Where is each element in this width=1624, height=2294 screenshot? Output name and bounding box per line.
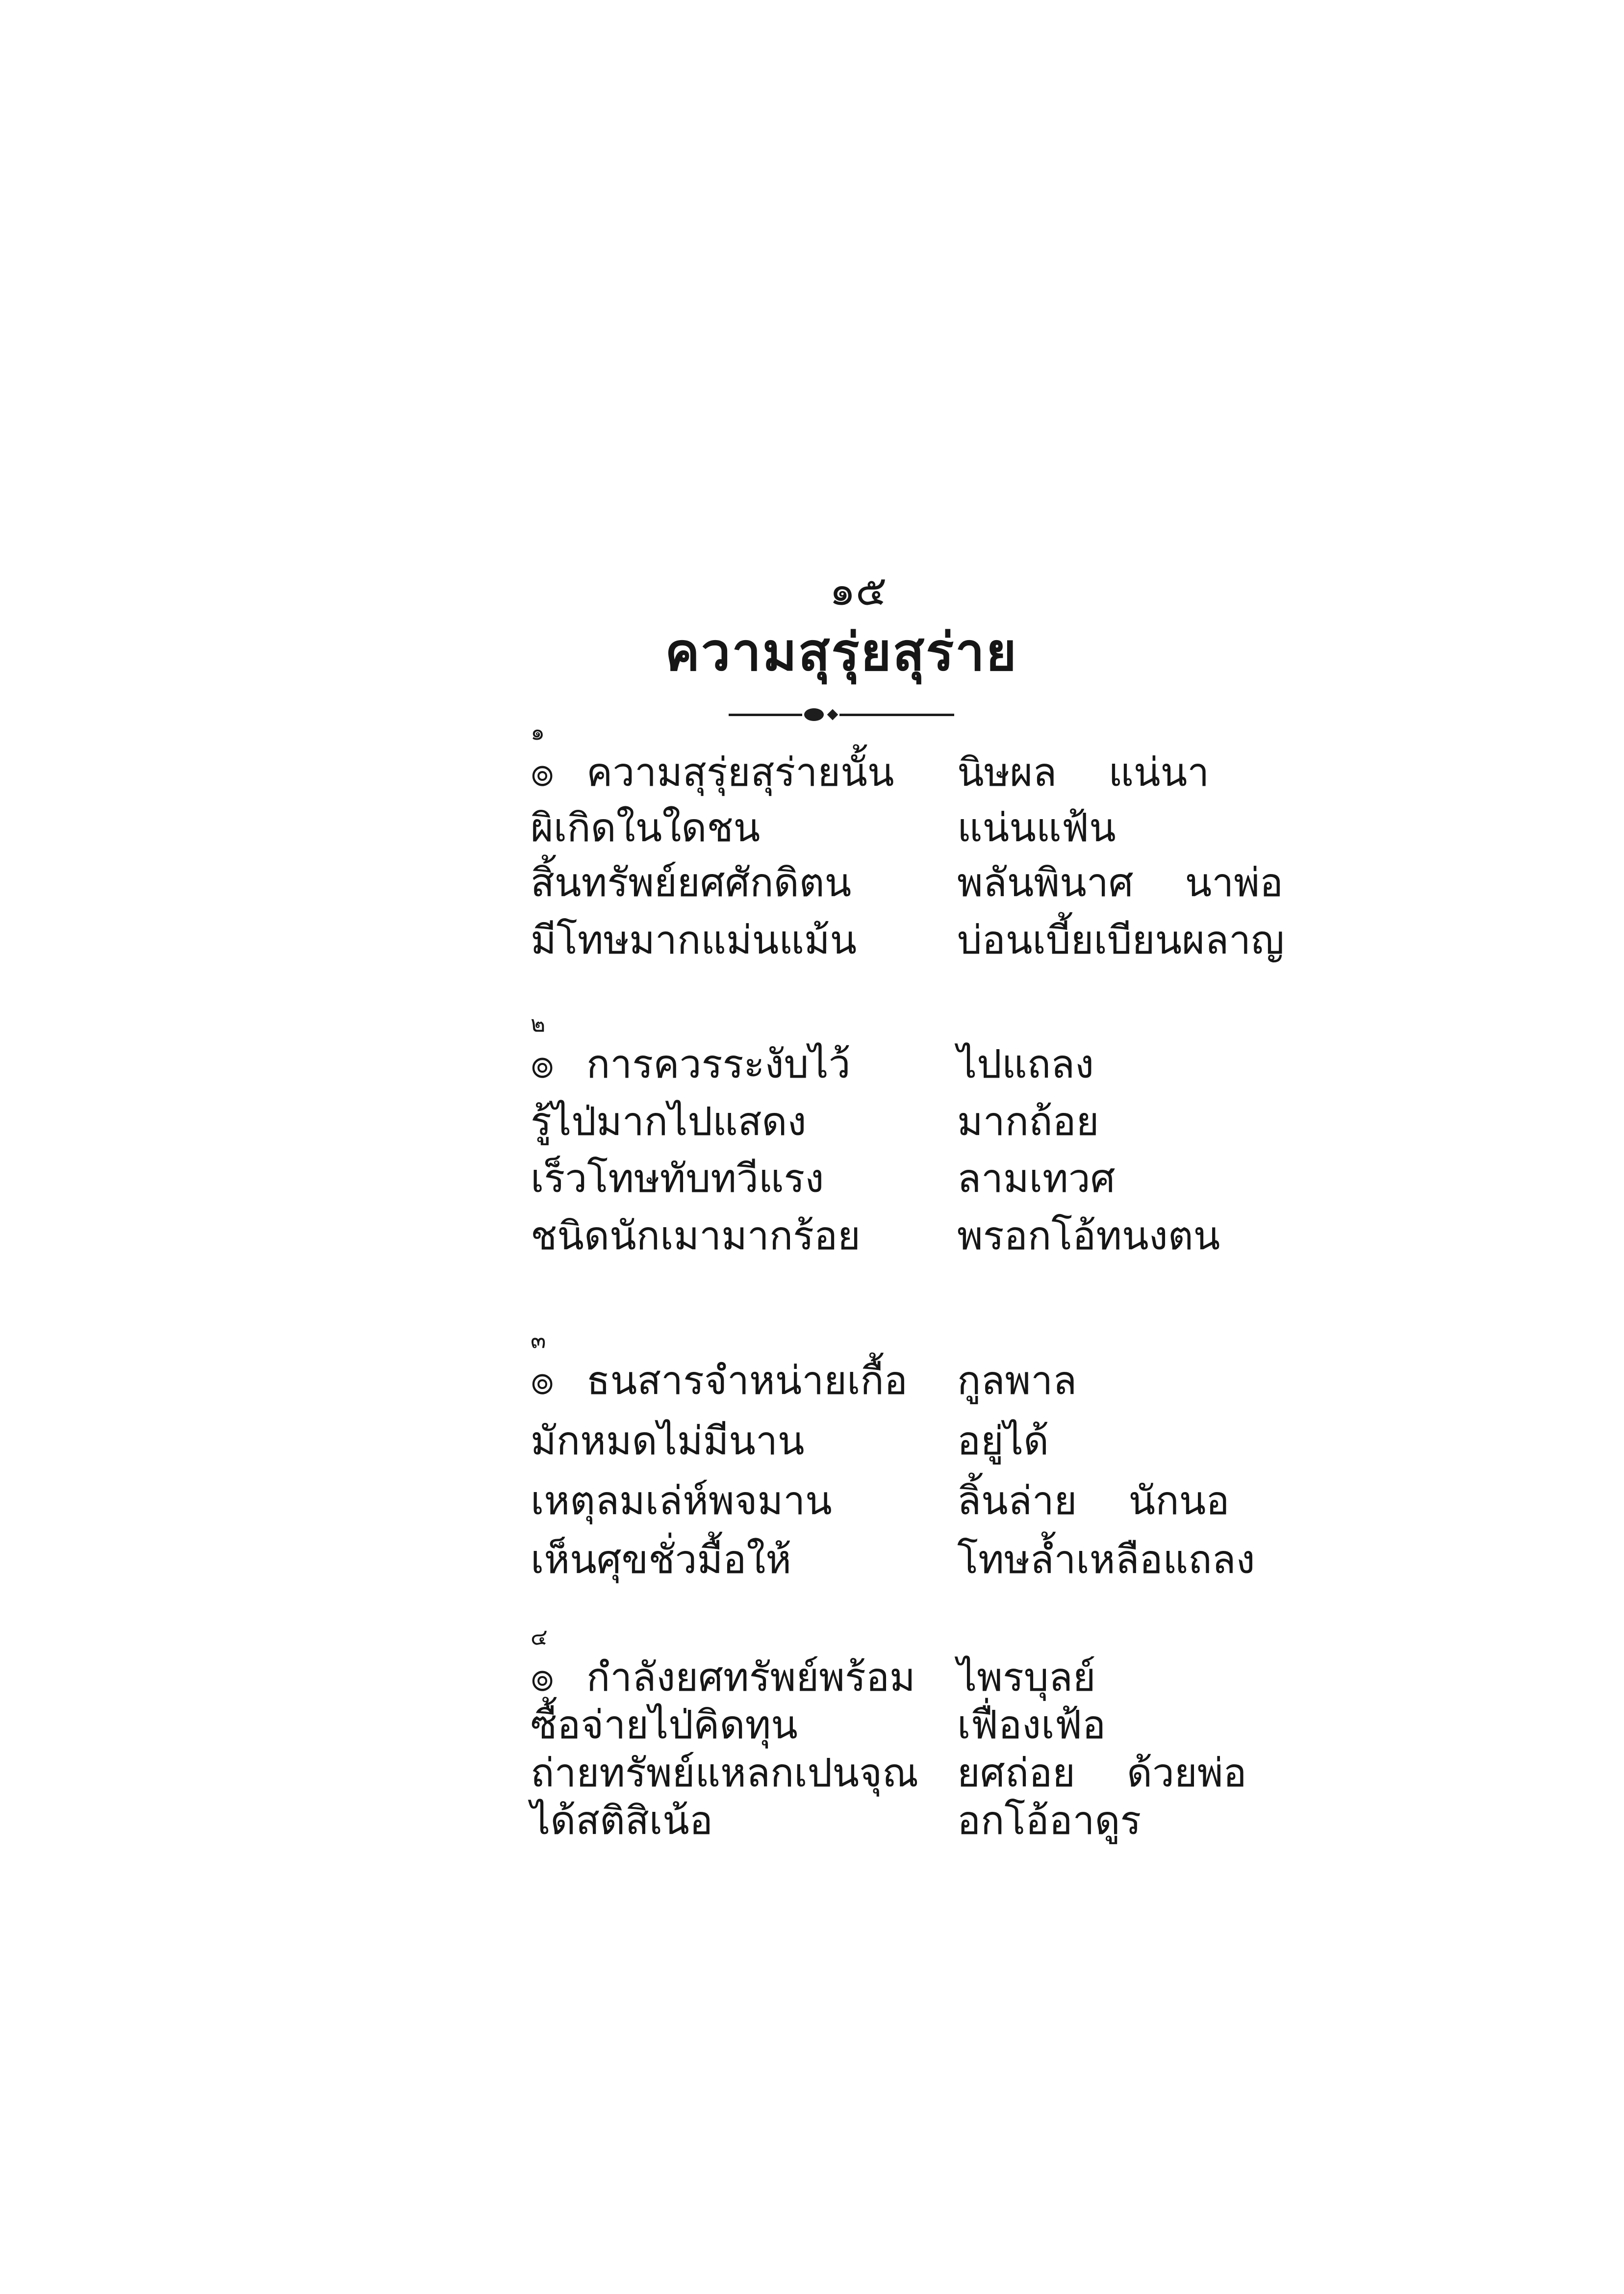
fongman-mark: ๏ [531,1656,555,1700]
divider-line-right [839,714,954,716]
verse-right-text: เฟื่องเฟ้อ [957,1704,1106,1747]
verse-right-text: มากถ้อย [957,1101,1099,1144]
verse-left-text: มีโทษมากแม่นแม้น [531,919,857,962]
page-number: ๑๕ [829,568,887,614]
verse-right-text: ลิ้นล่าย [957,1480,1077,1523]
divider-ornament-large [804,708,824,721]
stanza-number: ๓ [531,1328,546,1353]
verse-left-text: มักหมดไม่มีนาน [531,1420,805,1463]
verse-right-tail-text: แน่นา [1108,751,1210,795]
verse-right-text: พลันพินาศ [957,862,1134,905]
poem-line [0,1531,1624,1590]
poem-line [0,720,1624,802]
verse-right-text: พรอกโอ้ทนงตน [957,1215,1220,1258]
divider-diamond-small [827,709,838,721]
verse-right-text: แน่นแฟ้น [957,807,1116,850]
poem-line [0,1472,1624,1531]
verse-left-text: รู้ไป่มากไปแสดง [531,1101,807,1144]
verse-left-text: ชนิดนักเมามากร้อย [531,1215,861,1258]
fongman-mark: ๏ [531,1043,555,1086]
page-title: ความสุรุ่ยสุร่าย [665,624,1018,681]
verse-left-text: ได้สติสิเน้อ [531,1800,713,1843]
stanza-number: ๑ [531,720,545,745]
poem-line [0,1207,1624,1266]
verse-left-text: ผิเกิดในใดชน [531,807,761,850]
poem-line [0,1150,1624,1209]
verse-left-text: เหตุลมเล่ห์พจมาน [531,1480,832,1523]
verse-right-cell [957,854,1283,913]
poem-line [0,1093,1624,1152]
verse-left-cell [531,720,894,802]
fongman-mark: ๏ [531,751,555,795]
verse-left-text: ธนสารจำหน่ายเกื้อ [586,1360,908,1403]
verse-right-text: โทษล้ำเหลือแถลง [957,1539,1255,1582]
verse-left-text: กำลังยศทรัพย์พร้อม [586,1656,915,1700]
verse-right-tail-text: นาพ่อ [1185,862,1283,905]
verse-left-cell [531,1328,908,1411]
poem-line [0,1412,1624,1471]
poem-line [0,911,1624,970]
stanza-number: ๔ [531,1624,548,1650]
title-divider [729,707,954,722]
poem-line [0,799,1624,858]
verse-left-text: เร็วโทษทับทวีแรง [531,1158,824,1201]
verse-left-text: เห็นศุขชั่วมื้อให้ [531,1539,792,1582]
verse-right-text: ลามเทวศ [957,1158,1116,1201]
poem-line [0,1792,1624,1851]
fongman-mark: ๏ [531,1360,555,1403]
verse-right-text: กูลพาล [957,1360,1077,1403]
verse-left-text: สิ้นทรัพย์ยศศักดิตน [531,862,852,905]
verse-right-text: อยู่ได้ [957,1420,1049,1463]
stanza-marker [531,1328,555,1411]
verse-left-text: ความสุรุ่ยสุร่ายนั้น [586,751,894,795]
poem-line [0,1328,1624,1411]
verse-right-cell [957,1472,1229,1531]
verse-left-text: การควรระงับไว้ [586,1043,851,1086]
verse-right-text: บ่อนเบี้ยเบียนผลาญ [957,919,1285,962]
verse-left-text: ถ่ายทรัพย์แหลกเปนจุณ [531,1752,919,1795]
verse-left-cell [531,1011,851,1094]
verse-right-text: ไปแถลง [957,1043,1094,1086]
verse-right-cell [957,744,1209,802]
poem-line [0,854,1624,913]
stanza-marker [531,1011,555,1094]
verse-right-tail-text: นักนอ [1128,1480,1230,1523]
divider-line-left [729,714,802,716]
verse-right-text: ยศถ่อย [957,1752,1076,1795]
poem-line [0,1011,1624,1094]
verse-right-text: อกโอ้อาดูร [957,1800,1142,1843]
verse-right-text: ไพรบุลย์ [957,1656,1096,1700]
stanza-number: ๒ [531,1011,546,1036]
stanza-marker [531,720,555,802]
verse-left-text: ซื้อจ่ายไป่คิดทุน [531,1704,798,1747]
verse-right-tail-text: ด้วยพ่อ [1127,1752,1247,1795]
verse-right-text: นิษผล [957,751,1057,795]
